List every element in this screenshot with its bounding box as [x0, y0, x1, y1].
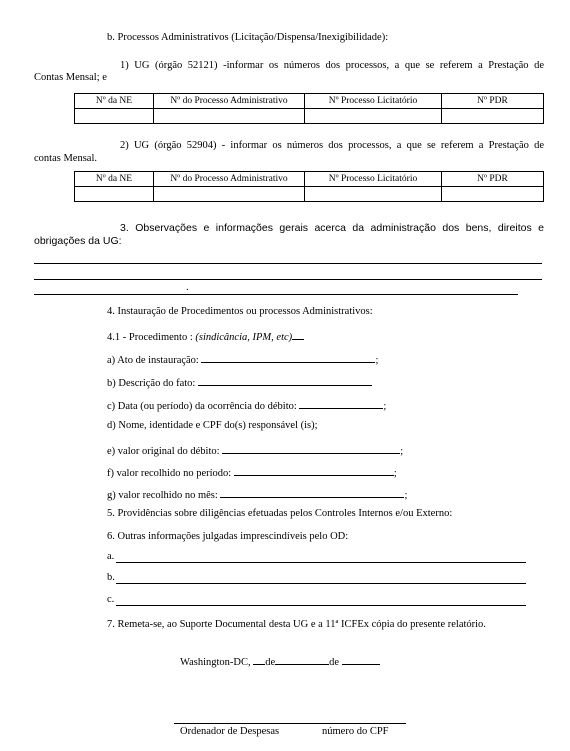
signature-cpf: número do CPF — [322, 726, 389, 737]
table-cell[interactable] — [442, 187, 544, 202]
table-cell[interactable] — [154, 187, 305, 202]
item4-g — [107, 487, 407, 501]
obs-line-1[interactable] — [34, 263, 542, 264]
table-header-row — [75, 94, 544, 109]
item4-e — [107, 443, 403, 457]
item6-a-label: a. — [107, 551, 115, 562]
item4-b — [107, 375, 372, 389]
table-header-row — [75, 172, 544, 187]
item6-c-label: c. — [107, 594, 115, 605]
col-processo-lic: Nº Processo Licitatório — [305, 94, 442, 109]
item5: 5. Providências sobre diligências efetuadas pelos Controles Internos e/ou Externo: — [107, 508, 453, 519]
col-processo-adm: Nº do Processo Administrativo — [154, 94, 305, 109]
ug1-text-line2: Contas Mensal; e — [34, 72, 107, 83]
ug2-process-table — [74, 171, 544, 202]
table-row[interactable] — [75, 187, 544, 202]
table-row[interactable] — [75, 109, 544, 124]
item4-a-label: a) Ato de instauração: — [107, 355, 199, 366]
valor-recolhido-mes-field[interactable] — [220, 487, 404, 498]
obs-text-line2: obrigações da UG: — [34, 235, 122, 247]
ug1-text-line1: 1) UG (órgão 52121) -informar os números dos processos, a que se referem a Prestação de — [120, 60, 544, 71]
table-cell[interactable] — [305, 109, 442, 124]
signature-line[interactable] — [174, 723, 406, 724]
item4-e-label: e) valor original do débito: — [107, 446, 220, 457]
col-ne: Nº da NE — [75, 94, 154, 109]
de-label: de — [265, 657, 276, 668]
item7: 7. Remeta-se, ao Suporte Documental desta UG e a 11ª ICFEx cópia do presente relatório. — [107, 619, 486, 630]
descricao-fato-field[interactable] — [198, 375, 372, 386]
item6-b-label: b. — [107, 572, 115, 583]
year-field[interactable] — [342, 654, 380, 665]
table-cell[interactable] — [75, 109, 154, 124]
signature-ordenador: Ordenador de Despesas — [180, 726, 280, 737]
col-processo-lic: Nº Processo Licitatório — [305, 172, 442, 187]
obs-text-line1: 3. Observações e informações gerais acerca da administração dos bens, direitos e — [120, 222, 544, 234]
semicolon: ; — [375, 355, 379, 366]
ug2-text-line2: contas Mensal. — [34, 153, 97, 164]
item6-a-line[interactable] — [116, 562, 526, 563]
obs-line-2[interactable] — [34, 279, 542, 280]
item4-procedimento — [107, 329, 304, 343]
item6-b-line[interactable] — [116, 583, 526, 584]
month-field[interactable] — [275, 654, 329, 665]
item4-f-label: f) valor recolhido no período: — [107, 468, 232, 479]
item4-d: d) Nome, identidade e CPF do(s) responsável (is); — [107, 420, 318, 431]
item6-title: 6. Outras informações julgadas imprescindíveis pelo OD: — [107, 531, 349, 542]
table-cell[interactable] — [154, 109, 305, 124]
section-b-title: b. Processos Administrativos (Licitação/Dispensa/Inexigibilidade): — [107, 32, 389, 43]
ug1-process-table — [74, 93, 544, 124]
semicolon: ; — [404, 490, 408, 501]
semicolon: ; — [383, 401, 387, 412]
procedimento-examples: (sindicância, IPM, etc) — [195, 332, 293, 343]
item4-title: 4. Instauração de Procedimentos ou processos Administrativos: — [107, 306, 373, 317]
semicolon: ; — [393, 468, 397, 479]
data-ocorrencia-field[interactable] — [299, 398, 383, 409]
item4-b-label: b) Descrição do fato: — [107, 378, 196, 389]
city-label: Washington-DC, — [180, 657, 251, 668]
col-pdr: Nº PDR — [442, 172, 544, 187]
obs-dot: . — [186, 282, 189, 293]
item6-c-line[interactable] — [116, 605, 526, 606]
day-field[interactable] — [253, 654, 265, 665]
table-cell[interactable] — [75, 187, 154, 202]
semicolon: ; — [400, 446, 404, 457]
item4-c-label: c) Data (ou período) da ocorrência do débito: — [107, 401, 297, 412]
valor-original-field[interactable] — [222, 443, 400, 454]
obs-line-3[interactable] — [34, 294, 518, 295]
item4-c — [107, 398, 386, 412]
ato-instauracao-field[interactable] — [201, 352, 375, 363]
valor-recolhido-periodo-field[interactable] — [234, 465, 394, 476]
col-ne: Nº da NE — [75, 172, 154, 187]
col-pdr: Nº PDR — [442, 94, 544, 109]
procedimento-blank[interactable] — [292, 329, 304, 340]
place-date — [180, 654, 380, 668]
col-processo-adm: Nº do Processo Administrativo — [154, 172, 305, 187]
item4-f — [107, 465, 397, 479]
table-cell[interactable] — [305, 187, 442, 202]
item4-g-label: g) valor recolhido no mês: — [107, 490, 218, 501]
procedimento-label: 4.1 - Procedimento : — [107, 332, 196, 343]
de-label: de — [329, 657, 340, 668]
ug2-text-line1: 2) UG (órgão 52904) - informar os números dos processos, a que se referem a Prestação de — [120, 140, 544, 151]
table-cell[interactable] — [442, 109, 544, 124]
item4-a — [107, 352, 378, 366]
